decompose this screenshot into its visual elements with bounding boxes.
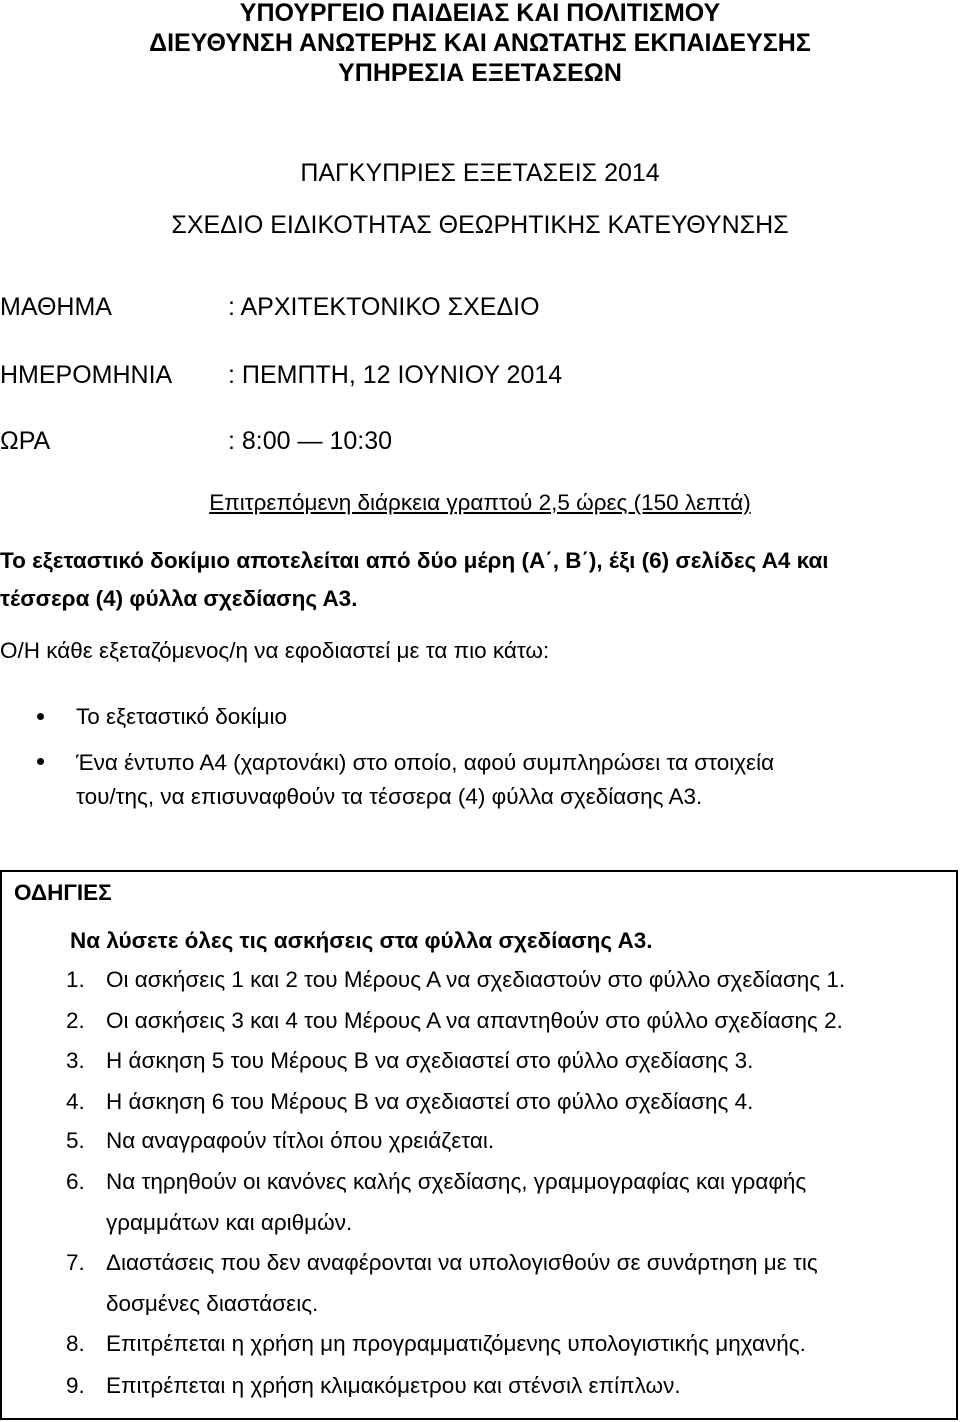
instruction-text: Επιτρέπεται η χρήση κλιμακόμετρου και στένσιλ επίπλων. [106, 1373, 681, 1398]
detail-label: ΩΡΑ [0, 427, 51, 455]
instruction-item [66, 1250, 946, 1316]
instruction-text: Η άσκηση 5 του Μέρους Β να σχεδιαστεί στο φύλλο σχεδίασης 3. [106, 1048, 754, 1073]
instructions-heading: ΟΔΗΓΙΕΣ [14, 880, 112, 905]
directorate-name: ΔΙΕΥΘΥΝΣΗ ΑΝΩΤΕΡΗΣ ΚΑΙ ΑΝΩΤΑΤΗΣ ΕΚΠΑΙΔΕΥΣΗΣ [149, 29, 811, 57]
detail-label: ΗΜΕΡΟΜΗΝΙΑ [0, 361, 173, 389]
ministry-name: ΥΠΟΥΡΓΕΙΟ ΠΑΙΔΕΙΑΣ ΚΑΙ ΠΟΛΙΤΙΣΜΟΥ [239, 0, 721, 27]
instruction-text: Οι ασκήσεις 1 και 2 του Μέρους Α να σχεδιαστούν στο φύλλο σχεδίασης 1. [106, 967, 846, 992]
instruction-text: γραμμάτων και αριθμών. [106, 1210, 353, 1235]
instruction-text: Οι ασκήσεις 3 και 4 του Μέρους Α να απαντηθούν στο φύλλο σχεδίασης 2. [106, 1008, 843, 1033]
detail-row-subject [0, 295, 960, 319]
instruction-number: 8. [66, 1331, 85, 1356]
instruction-number: 9. [66, 1373, 85, 1398]
instruction-number: 1. [66, 967, 85, 992]
instruction-item [66, 1049, 946, 1073]
instruction-text: Να αναγραφούν τίτλοι όπου χρειάζεται. [106, 1128, 495, 1153]
exam-title: ΠΑΓΚΥΠΡΙΕΣ ΕΞΕΤΑΣΕΙΣ 2014 [300, 159, 660, 187]
instructions-lead: Να λύσετε όλες τις ασκήσεις στα φύλλα σχεδίασης Α3. [70, 928, 653, 953]
detail-row-time [0, 429, 960, 453]
detail-label: ΜΑΘΗΜΑ [0, 293, 112, 321]
instructions-box [0, 870, 958, 1420]
list-item-text: του/της, να επισυναφθούν τα τέσσερα (4) φύλλα σχεδίασης Α3. [76, 784, 703, 809]
detail-value: : ΠΕΜΠΤΗ, 12 ΙΟΥΝΙΟΥ 2014 [228, 361, 563, 389]
instruction-text: Να τηρηθούν οι κανόνες καλής σχεδίασης, γραμμογραφίας και γραφής [106, 1169, 807, 1194]
bullet-icon [37, 713, 44, 720]
instruction-number: 5. [66, 1128, 85, 1153]
instruction-item [66, 1090, 946, 1114]
instruction-item [66, 1129, 946, 1153]
detail-row-date [0, 363, 960, 387]
supplies-intro: Ο/Η κάθε εξεταζόμενος/η να εφοδιαστεί με τα πιο κάτω: [0, 638, 550, 663]
instruction-text: Η άσκηση 6 του Μέρους Β να σχεδιαστεί στο φύλλο σχεδίασης 4. [106, 1089, 754, 1114]
instruction-item [66, 968, 946, 992]
instruction-number: 6. [66, 1169, 85, 1194]
instruction-text: Διαστάσεις που δεν αναφέρονται να υπολογισθούν σε συνάρτηση με τις [106, 1250, 818, 1275]
instruction-item [66, 1374, 946, 1398]
bullet-icon [37, 758, 44, 765]
instruction-number: 4. [66, 1089, 85, 1114]
detail-value: : 8:00 — 10:30 [228, 427, 393, 455]
instruction-number: 3. [66, 1048, 85, 1073]
list-item [0, 705, 900, 729]
service-name: ΥΠΗΡΕΣΙΑ ΕΞΕΤΑΣΕΩΝ [338, 59, 622, 87]
instruction-text: δοσμένες διαστάσεις. [106, 1291, 319, 1316]
instruction-text: Επιτρέπεται η χρήση μη προγραμματιζόμενης υπολογιστικής μηχανής. [106, 1331, 806, 1356]
detail-value: : ΑΡΧΙΤΕΚΤΟΝΙΚΟ ΣΧΕΔΙΟ [228, 293, 540, 321]
instruction-number: 7. [66, 1250, 85, 1275]
list-item-text: Ένα έντυπο Α4 (χαρτονάκι) στο οποίο, αφού συμπληρώσει τα στοιχεία [76, 750, 775, 775]
list-item [0, 750, 900, 809]
composition-line: Το εξεταστικό δοκίμιο αποτελείται από δύο μέρη (Α΄, Β΄), έξι (6) σελίδες Α4 και [0, 548, 829, 573]
instruction-item [66, 1169, 946, 1235]
allowed-duration: Επιτρεπόμενη διάρκεια γραπτού 2,5 ώρες (150 λεπτά) [209, 490, 751, 515]
exam-specialty: ΣΧΕΔΙΟ ΕΙΔΙΚΟΤΗΤΑΣ ΘΕΩΡΗΤΙΚΗΣ ΚΑΤΕΥΘΥΝΣΗΣ [171, 211, 789, 239]
list-item-text: Το εξεταστικό δοκίμιο [76, 704, 288, 729]
instruction-item [66, 1332, 946, 1356]
instruction-number: 2. [66, 1008, 85, 1033]
composition-line: τέσσερα (4) φύλλα σχεδίασης Α3. [0, 586, 358, 611]
instruction-item [66, 1009, 946, 1033]
